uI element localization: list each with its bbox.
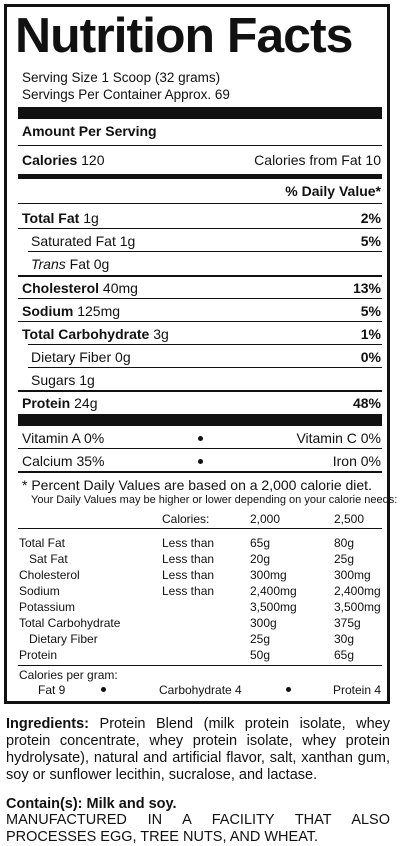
dv-row-2500: 30g [334,632,355,646]
dv-row-2000: 2,400mg [250,584,297,598]
divider [18,528,382,529]
dv-row-qual: Less than [162,552,215,566]
dv-row-2000: 20g [250,552,271,566]
nutrient-dv: 2% [360,210,381,226]
nutrient-amount: 1g [83,210,99,226]
iron: Iron 0% [332,453,381,469]
dv-row-2500: 375g [334,616,361,630]
dv-row-2500: 65g [334,648,355,662]
dv-row-label: Sodium [19,584,60,598]
dv-row-2000: 3,500mg [250,600,297,614]
contains-statement: Contain(s): Milk and soy. [6,796,177,812]
bullet-icon [101,687,106,692]
nutrient-label: Protein [22,395,71,411]
divider [18,390,382,392]
divider [18,145,382,146]
calories-from-fat: Calories from Fat 10 [254,152,381,168]
nutrient-label: Saturated Fat [31,233,116,249]
ingredients-block [6,716,390,784]
nutrient-label: Cholesterol [22,280,100,296]
carbohydrate-per-gram: Carbohydrate 4 [159,683,242,697]
nutrient-amount: 3g [153,326,169,342]
calories-value: 120 [81,152,105,168]
dv-row-2500: 3,500mg [334,600,381,614]
nutrient-row [22,304,120,318]
nutrition-facts-title: Nutrition Facts [15,9,353,63]
dv-row-2500: 2,400mg [334,584,381,598]
dv-row-2000: 300mg [250,568,287,582]
nutrient-amount: 0g [115,349,131,365]
dv-row-label: Dietary Fiber [29,632,98,646]
nutrient-amount: 24g [74,395,98,411]
nutrient-label: Sodium [22,303,74,319]
nutrient-row [22,396,97,410]
nutrient-row [22,281,138,295]
bullet-icon [198,436,203,441]
vitamin-c: Vitamin C 0% [296,430,381,446]
dv-row-2000: 65g [250,536,271,550]
divider [18,228,382,229]
dv-row-2500: 80g [334,536,355,550]
medium-divider [18,174,382,179]
bullet-icon [198,459,203,464]
dv-row-qual: Less than [162,536,215,550]
nutrient-amount: 125mg [77,303,121,319]
divider [18,298,382,299]
nutrient-amount: 40mg [102,280,138,296]
nutrient-row [31,373,95,387]
nutrient-row [22,327,169,341]
divider [28,344,382,345]
dv-row-label: Total Fat [19,536,66,550]
serving-size: Serving Size 1 Scoop (32 grams) [22,70,221,85]
dv-row-2000: 25g [250,632,271,646]
divider [18,471,382,473]
divider [18,275,382,277]
nutrient-row [22,211,99,225]
protein-per-gram: Protein 4 [332,683,381,697]
divider [28,367,382,368]
thick-divider [18,107,382,119]
thick-divider [18,414,382,426]
col-2500-header: 2,500 [334,512,365,526]
nutrient-label: Fat [65,256,90,272]
dv-row-label: Potassium [19,600,76,614]
nutrient-row [31,350,131,364]
vitamin-a: Vitamin A 0% [22,430,105,446]
dv-row-qual: Less than [162,568,215,582]
divider [18,665,382,666]
fat-per-gram: Fat 9 [38,683,66,697]
nutrient-row [31,234,135,248]
nutrient-label: Dietary Fiber [31,349,112,365]
nutrient-label: Total Carbohydrate [22,326,150,342]
nutrient-dv: 13% [352,280,381,296]
nutrient-label: Total Fat [22,210,80,226]
ingredients-label: Ingredients: [6,716,89,732]
dv-row-2500: 25g [334,552,355,566]
footnote-line2: Your Daily Values may be higher or lower depending on your calorie needs: [31,494,398,506]
calories-header: Calories: [162,512,210,526]
divider [18,203,382,204]
nutrient-amount: 1g [119,233,136,249]
dv-row-label: Protein [19,648,58,662]
dv-row-label: Cholesterol [19,568,80,582]
divider [28,251,382,252]
nutrient-amount: 1g [79,372,95,388]
amount-per-serving: Amount Per Serving [22,123,157,139]
manufacturing-statement: MANUFACTURED IN A FACILITY THAT ALSO PROCESSES EGG, TREE NUTS, AND WHEAT. [6,812,390,845]
col-2000-header: 2,000 [250,512,281,526]
ingredients-text: Protein Blend (milk protein isolate, whey protein concentrate, whey protein isolate, whey protein hydrolysate), natural and artificial flavor, salt, xanthan gum, soy or sunflower lecithin, sucralose, and lactase. [6,716,390,783]
nutrient-dv: 5% [360,233,381,249]
servings-per-container: Servings Per Container Approx. 69 [22,87,230,102]
calcium: Calcium 35% [22,453,105,469]
calories-per-gram: Calories per gram: [19,668,118,682]
nutrient-dv: 0% [360,349,381,365]
dv-row-2000: 50g [250,648,271,662]
dv-row-2000: 300g [250,616,277,630]
footnote-line1: * Percent Daily Values are based on a 2,000 calorie diet. [22,477,372,493]
nutrient-row [31,257,109,271]
dv-row-label: Sat Fat [29,552,68,566]
nutrient-label-italic: Trans [31,256,66,272]
dv-row-qual: Less than [162,584,215,598]
nutrient-dv: 1% [360,326,381,342]
nutrient-dv: 5% [360,303,381,319]
nutrient-label: Sugars [31,372,76,388]
nutrient-dv: 48% [352,395,381,411]
nutrient-amount: 0g [93,256,110,272]
divider [18,448,382,449]
dv-row-label: Total Carbohydrate [19,616,121,630]
daily-value-header: % Daily Value* [285,183,381,199]
calories-label: Calories [22,152,78,168]
bullet-icon [286,687,291,692]
dv-row-2500: 300mg [334,568,371,582]
divider [18,321,382,322]
calories-row [22,153,105,167]
